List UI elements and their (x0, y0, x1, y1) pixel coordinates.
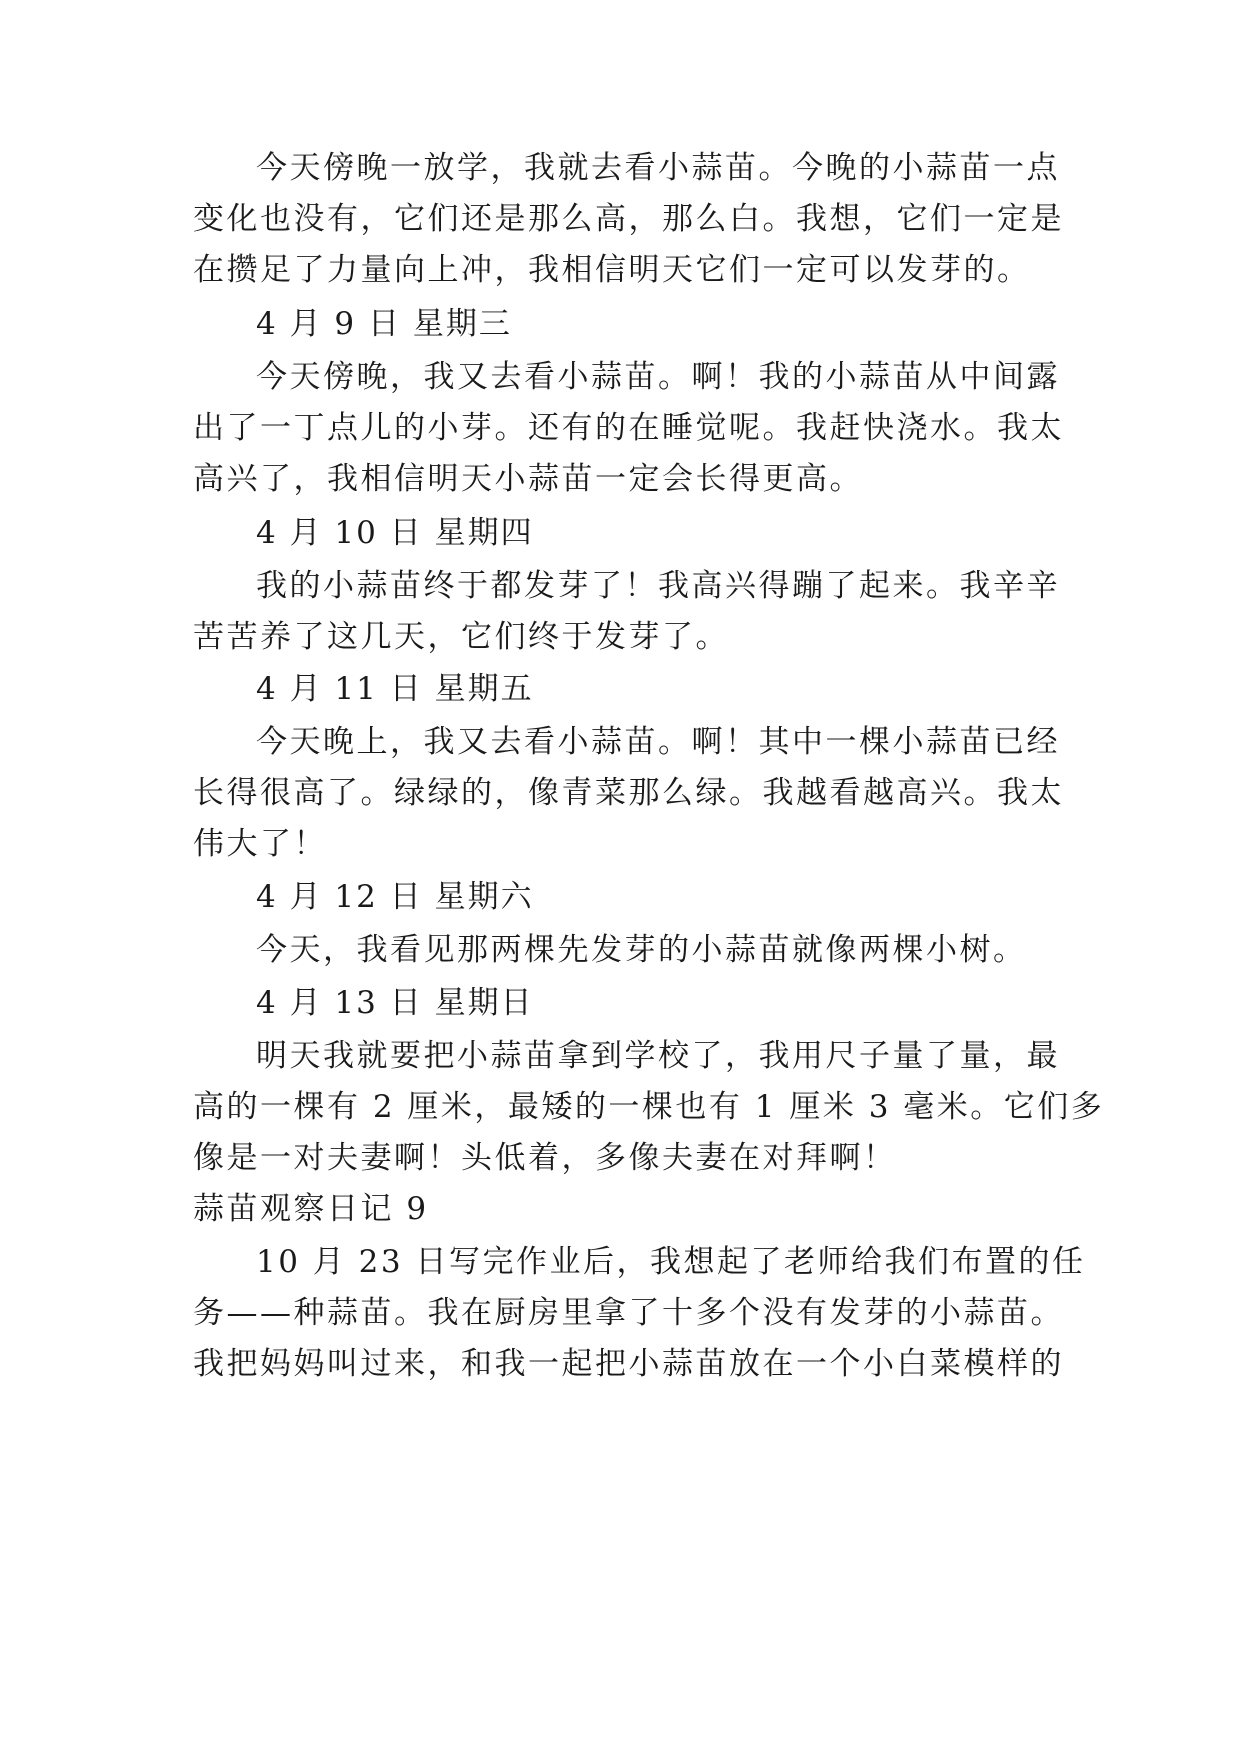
paragraph-line: 像是一对夫妻啊！头低着，多像夫妻在对拜啊！ (193, 1140, 897, 1176)
paragraph-line: 高的一棵有 2 厘米，最矮的一棵也有 1 厘米 3 毫米。它们多 (193, 1089, 1105, 1125)
paragraph-line: 10 月 23 日写完作业后，我想起了老师给我们布置的任 (256, 1244, 1086, 1280)
paragraph-line: 苦苦养了这几天，它们终于发芽了。 (193, 619, 729, 655)
paragraph-line: 在攒足了力量向上冲，我相信明天它们一定可以发芽的。 (193, 252, 1031, 288)
paragraph-line: 我把妈妈叫过来，和我一起把小蒜苗放在一个小白菜模样的 (193, 1346, 1064, 1382)
diary-date-heading: 4 月 10 日 星期四 (256, 515, 534, 551)
section-heading: 蒜苗观察日记 9 (193, 1191, 429, 1227)
paragraph-line: 今天傍晚一放学，我就去看小蒜苗。今晚的小蒜苗一点 (256, 150, 1060, 186)
paragraph-line: 出了一丁点儿的小芽。还有的在睡觉呢。我赶快浇水。我太 (193, 410, 1064, 446)
paragraph-line: 高兴了，我相信明天小蒜苗一定会长得更高。 (193, 461, 863, 497)
diary-date-heading: 4 月 13 日 星期日 (256, 985, 534, 1021)
paragraph-line: 我的小蒜苗终于都发芽了！我高兴得蹦了起来。我辛辛 (256, 568, 1060, 604)
paragraph-line: 今天晚上，我又去看小蒜苗。啊！其中一棵小蒜苗已经 (256, 724, 1060, 760)
paragraph-line: 今天，我看见那两棵先发芽的小蒜苗就像两棵小树。 (256, 932, 1027, 968)
paragraph-line: 明天我就要把小蒜苗拿到学校了，我用尺子量了量，最 (256, 1038, 1060, 1074)
diary-date-heading: 4 月 9 日 星期三 (256, 306, 512, 342)
paragraph-line: 伟大了！ (193, 826, 327, 862)
diary-date-heading: 4 月 12 日 星期六 (256, 879, 534, 915)
paragraph-line: 务——种蒜苗。我在厨房里拿了十多个没有发芽的小蒜苗。 (193, 1295, 1064, 1331)
diary-date-heading: 4 月 11 日 星期五 (256, 671, 534, 707)
paragraph-line: 长得很高了。绿绿的，像青菜那么绿。我越看越高兴。我太 (193, 775, 1064, 811)
paragraph-line: 变化也没有，它们还是那么高，那么白。我想，它们一定是 (193, 201, 1064, 237)
paragraph-line: 今天傍晚，我又去看小蒜苗。啊！我的小蒜苗从中间露 (256, 359, 1060, 395)
